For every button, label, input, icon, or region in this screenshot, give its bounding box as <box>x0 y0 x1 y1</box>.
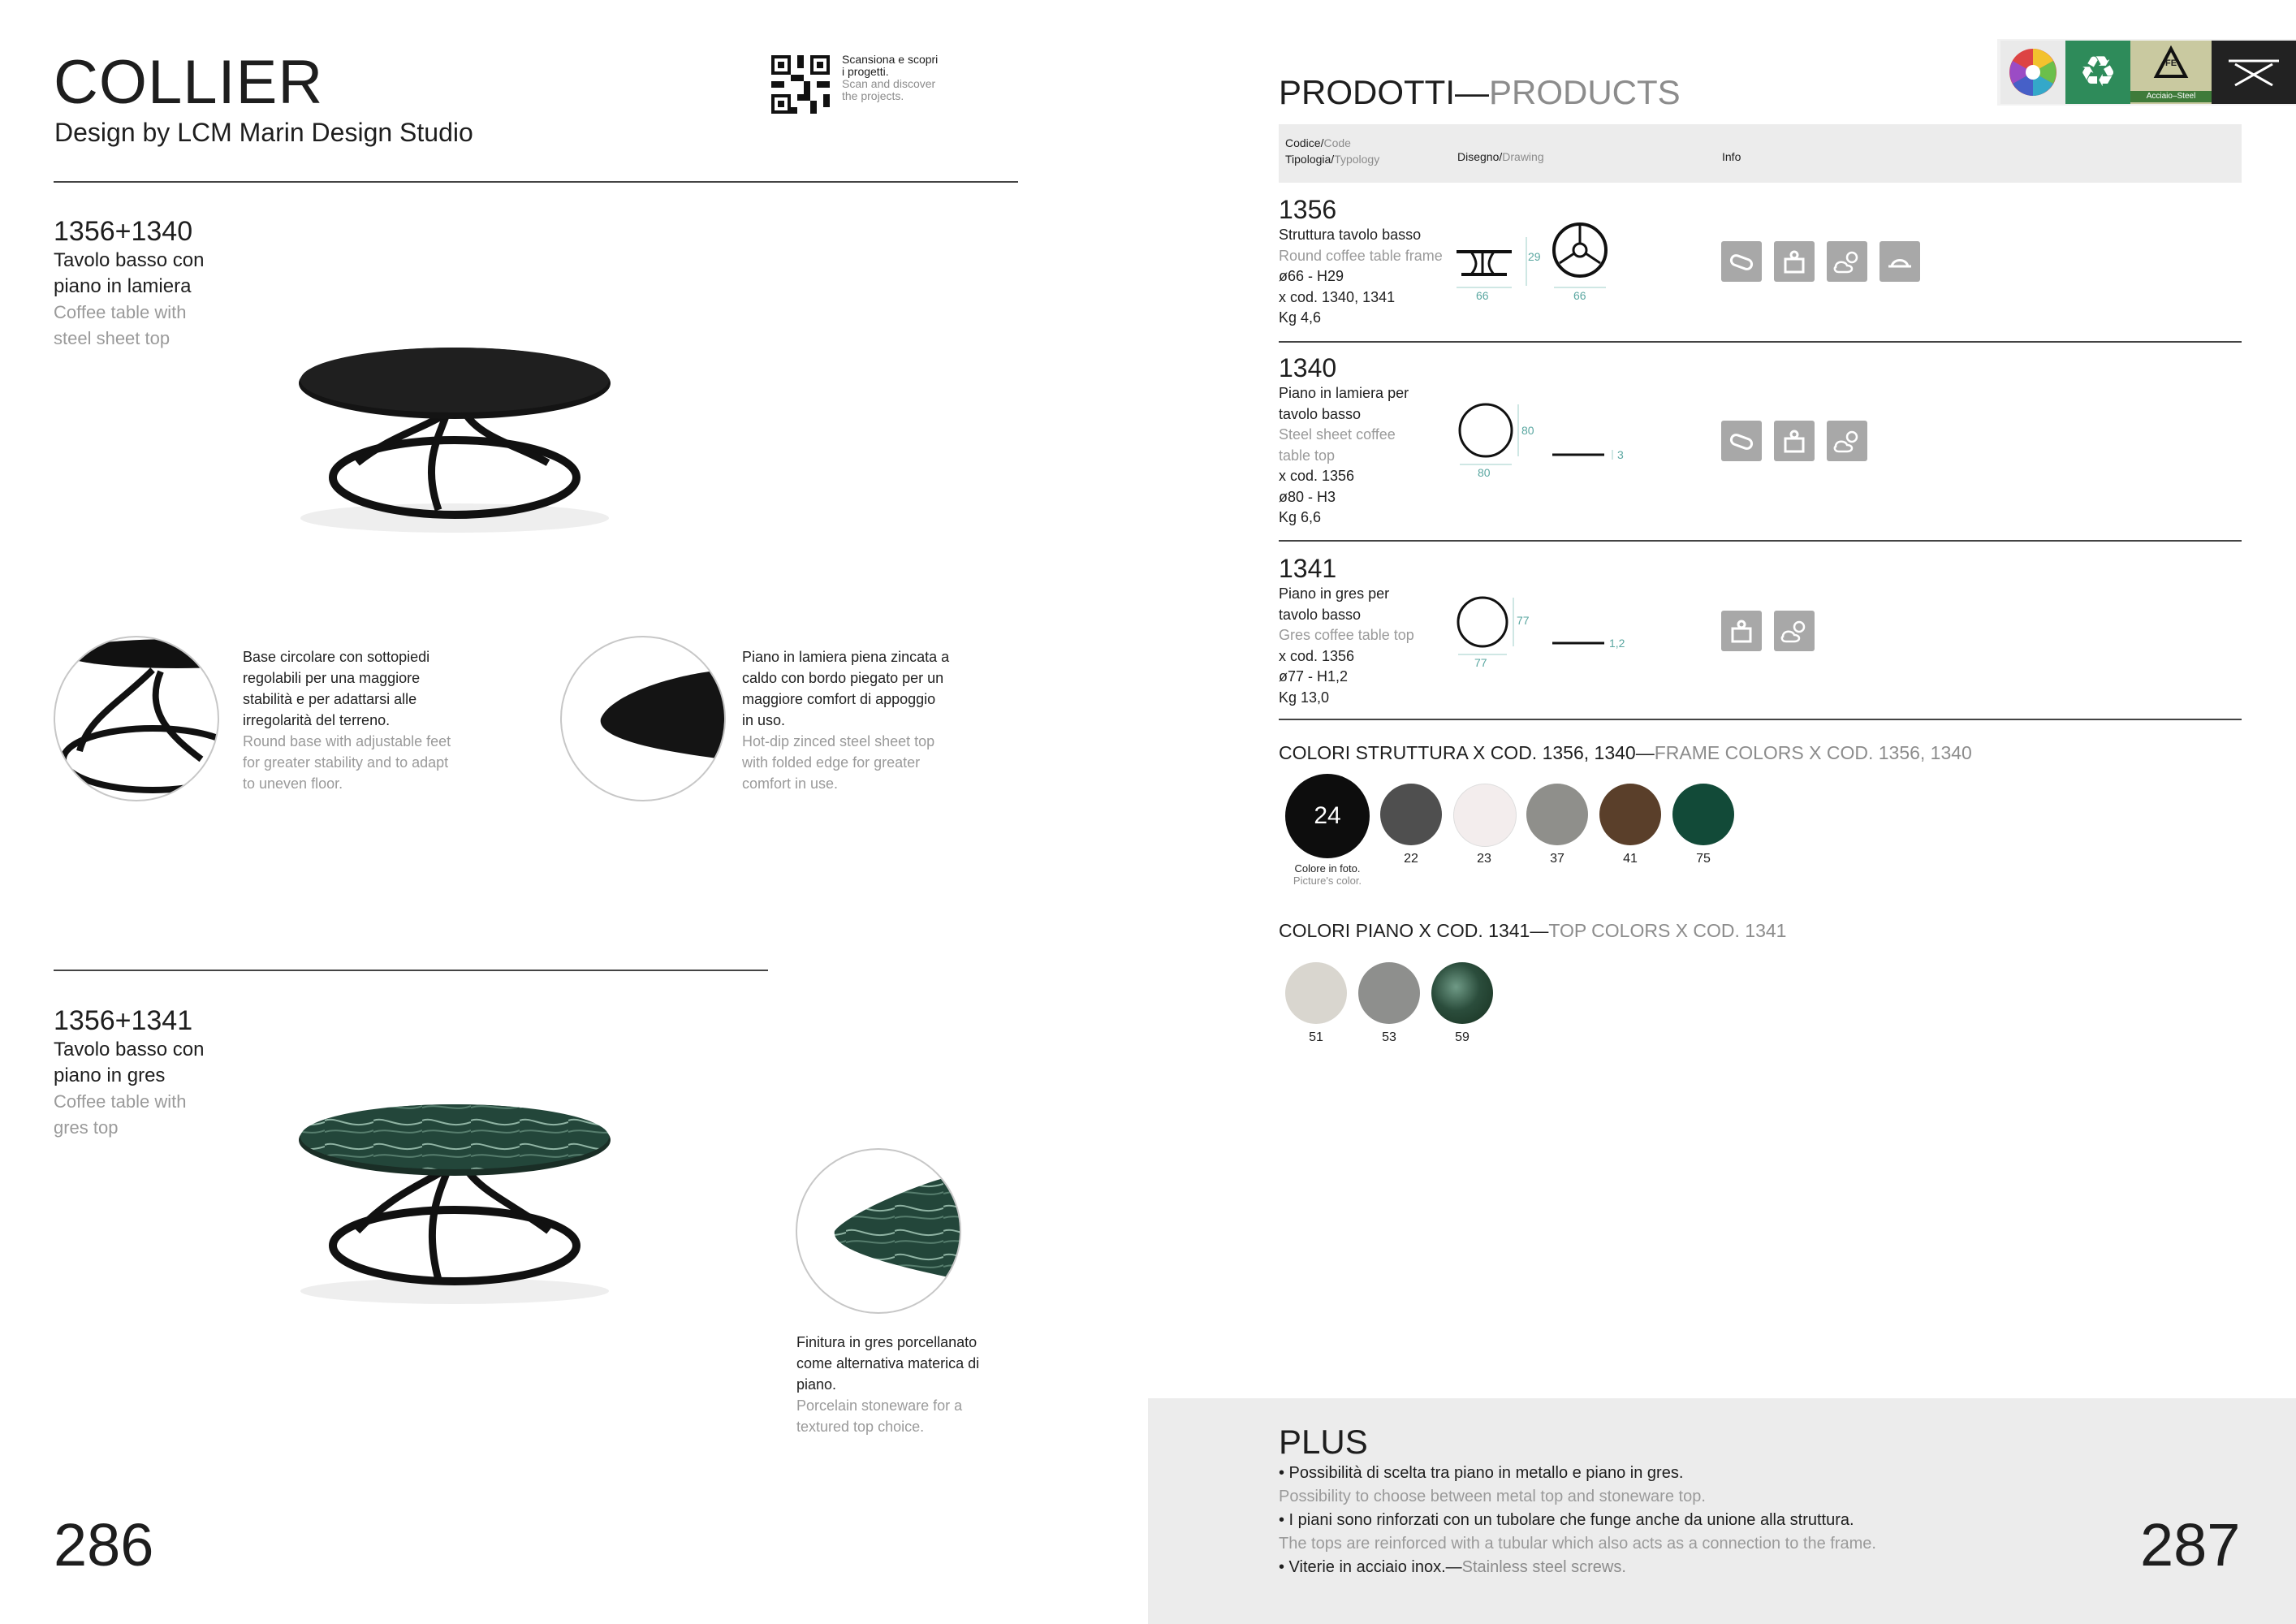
header-type-en: Typology <box>1334 153 1380 166</box>
divider <box>1279 719 2242 720</box>
product-line-en: Gres coffee table top <box>1279 627 1414 643</box>
weight-icon <box>1774 241 1815 282</box>
weight-icon <box>1774 421 1815 461</box>
combo1-description <box>54 216 204 352</box>
swatch-code: 59 <box>1455 1030 1470 1044</box>
product-line-en: table top <box>1279 447 1336 464</box>
dim-diameter: 66 <box>1573 289 1586 302</box>
drawing-1341 <box>1453 593 1648 682</box>
table-gres-top-image <box>276 1088 633 1307</box>
frame-colors-title <box>1279 742 1972 764</box>
steel-badge <box>2130 41 2212 104</box>
combo1-it: piano in lamiera <box>54 275 192 297</box>
detail1-it-line: regolabili per una maggiore <box>243 670 421 686</box>
qr-caption-it: i progetti. <box>842 65 889 78</box>
drawing-1340 <box>1453 398 1648 487</box>
product-line: x cod. 1356 <box>1279 468 1355 484</box>
detail1-it-line: irregolarità del terreno. <box>243 712 391 728</box>
gres-detail-image <box>796 1148 961 1314</box>
plus-title: PLUS <box>1279 1423 1368 1461</box>
feet-profile-icon <box>1880 241 1920 282</box>
weight-icon <box>1721 611 1762 651</box>
product-line: Piano in gres per <box>1279 585 1390 602</box>
qr-caption-it: Scansiona e scopri <box>842 53 939 66</box>
plus-bullet-en: The tops are reinforced with a tubular which also acts as a connection to the frame. <box>1279 1535 1876 1553</box>
dim-thickness: 3 <box>1617 448 1624 461</box>
combo1-it: Tavolo basso con <box>54 249 205 271</box>
divider <box>54 970 768 971</box>
dim-diameter: 77 <box>1517 614 1530 627</box>
plus-bullet-it: • Possibilità di scelta tra piano in metallo e piano in gres. <box>1279 1464 1684 1482</box>
dim-diameter: 80 <box>1521 424 1534 437</box>
swatch-code: 23 <box>1477 852 1491 866</box>
product-line-en: Round coffee table frame <box>1279 247 1443 264</box>
detail1-it-line: stabilità e per adattarsi alle <box>243 691 417 707</box>
photo-color-note <box>1278 862 1377 887</box>
header-code-typology <box>1285 135 1379 167</box>
divider <box>1279 341 2242 343</box>
header-info: Info <box>1722 150 1741 163</box>
plus-b3-sep: — <box>1445 1558 1462 1576</box>
detail3-text <box>796 1332 979 1437</box>
product-line-en: Steel sheet coffee <box>1279 426 1396 443</box>
swatch-code: 22 <box>1404 852 1418 866</box>
product-line: tavolo basso <box>1279 606 1362 623</box>
detail1-it-line: Base circolare con sottopiedi <box>243 649 430 665</box>
product-line: ø77 - H1,2 <box>1279 668 1349 685</box>
outdoor-weather-icon <box>1827 421 1867 461</box>
combo2-code: 1356+1341 <box>54 1005 193 1036</box>
plus-b3-it: • Viterie in acciaio inox. <box>1279 1558 1446 1576</box>
swatch-code: 51 <box>1309 1030 1323 1044</box>
combo1-code: 1356+1340 <box>54 216 193 247</box>
detail2-en-line: with folded edge for greater <box>742 754 921 771</box>
frame-color-swatch[interactable] <box>1380 784 1442 845</box>
product-line: Kg 4,6 <box>1279 309 1322 326</box>
product-line: Struttura tavolo basso <box>1279 227 1422 243</box>
fe-label: FE <box>2164 58 2177 68</box>
header-drawing-it: Disegno/ <box>1457 150 1503 163</box>
top-color-swatch[interactable] <box>1285 962 1347 1024</box>
product-row <box>1279 195 1443 329</box>
frame-color-swatch[interactable]: 24 <box>1285 774 1370 858</box>
detail2-text <box>742 646 949 794</box>
product-line: tavolo basso <box>1279 405 1362 422</box>
swatch-code: 41 <box>1623 852 1638 866</box>
product-line: ø66 - H29 <box>1279 268 1344 284</box>
qr-caption <box>842 54 938 102</box>
top-colors-title <box>1279 920 1786 942</box>
qr-caption-en: Scan and discover <box>842 77 936 90</box>
dim-width: 77 <box>1474 656 1487 669</box>
combo2-en: gres top <box>54 1117 119 1138</box>
swatch-code: 75 <box>1696 852 1711 866</box>
plus-bullet-it: • I piani sono rinforzati con un tubolare che funge anche da unione alla struttura. <box>1279 1511 1854 1529</box>
detail3-en-line: textured top choice. <box>796 1419 925 1435</box>
color-wheel-icon <box>2000 41 2065 104</box>
swatch-code: 37 <box>1550 852 1564 866</box>
recycle-icon: ♻ <box>2065 41 2130 104</box>
divider <box>1279 540 2242 542</box>
product-code: 1341 <box>1279 554 1337 583</box>
detail2-it-line: in uso. <box>742 712 786 728</box>
divider <box>54 181 1018 183</box>
qr-caption-en: the projects. <box>842 89 904 102</box>
steel-label <box>2130 91 2212 102</box>
product-line: x cod. 1340, 1341 <box>1279 288 1396 305</box>
detail3-it-line: come alternativa materica di <box>796 1355 980 1371</box>
plus-b3-en: Stainless steel screws. <box>1461 1558 1626 1576</box>
dim-thickness: 1,2 <box>1609 637 1625 650</box>
top-color-swatch[interactable] <box>1431 962 1493 1024</box>
dim-height: 29 <box>1528 250 1541 263</box>
page-number-left: 286 <box>54 1511 154 1579</box>
product-line: Kg 13,0 <box>1279 689 1330 706</box>
steel-label-en: Steel <box>2177 92 2196 101</box>
combo2-it: Tavolo basso con <box>54 1039 205 1060</box>
frame-colors-title-sep: — <box>1635 742 1655 763</box>
top-edge-detail-image <box>560 636 726 801</box>
swatch-code: 53 <box>1382 1030 1396 1044</box>
top-color-swatch[interactable] <box>1358 962 1420 1024</box>
detail2-en-line: Hot-dip zinced steel sheet top <box>742 733 935 749</box>
combo2-en: Coffee table with <box>54 1091 187 1112</box>
products-title-en: PRODUCTS <box>1489 73 1681 111</box>
steel-label-it: Acciaio <box>2146 92 2173 101</box>
product-row <box>1279 554 1414 708</box>
top-colors-title-en: TOP COLORS X COD. 1341 <box>1548 920 1787 941</box>
plus-bullet-it <box>1279 1556 1876 1579</box>
combo1-en: Coffee table with <box>54 302 187 322</box>
outdoor-weather-icon <box>1827 241 1867 282</box>
photo-color-note-it: Colore in foto. <box>1294 862 1361 875</box>
product-code: 1356 <box>1279 195 1337 224</box>
header-code-it: Codice/ <box>1285 136 1324 149</box>
top-colors-title-sep: — <box>1530 920 1549 941</box>
frame-colors-title-it: COLORI STRUTTURA X COD. 1356, 1340 <box>1279 742 1636 763</box>
detail2-it-line: Piano in lamiera piena zincata a <box>742 649 950 665</box>
dim-width: 66 <box>1476 289 1489 302</box>
frame-colors-title-en: FRAME COLORS X COD. 1356, 1340 <box>1654 742 1972 763</box>
page-number-right: 287 <box>2140 1511 2241 1579</box>
designer-credit: Design by LCM Marin Design Studio <box>54 118 473 147</box>
detail2-it-line: caldo con bordo piegato per un <box>742 670 944 686</box>
header-drawing-en: Drawing <box>1502 150 1544 163</box>
header-drawing <box>1457 149 1544 165</box>
product-line: x cod. 1356 <box>1279 647 1355 664</box>
detail1-text <box>243 646 451 794</box>
detail3-it-line: piano. <box>796 1376 837 1393</box>
combo2-description <box>54 1005 204 1141</box>
plus-bullet-en: Possibility to choose between metal top and stoneware top. <box>1279 1488 1706 1505</box>
steel-label-sep: – <box>2172 92 2177 101</box>
base-detail-image <box>54 636 219 801</box>
qr-code[interactable] <box>771 55 830 114</box>
detail2-en-line: comfort in use. <box>742 775 839 792</box>
products-title <box>1279 73 1681 112</box>
product-line: ø80 - H3 <box>1279 488 1336 505</box>
detail1-en-line: to uneven floor. <box>243 775 343 792</box>
detail3-it-line: Finitura in gres porcellanato <box>796 1334 978 1350</box>
plus-content <box>1279 1423 1876 1579</box>
table-metal-top-image <box>276 341 633 536</box>
adjustable-feet-icon <box>1721 241 1762 282</box>
frame-color-swatch[interactable] <box>1599 784 1661 845</box>
outdoor-weather-icon <box>1774 611 1815 651</box>
detail3-en-line: Porcelain stoneware for a <box>796 1397 963 1414</box>
detail2-it-line: maggiore comfort di appoggio <box>742 691 936 707</box>
detail1-en-line: Round base with adjustable feet <box>243 733 451 749</box>
dim-width: 80 <box>1478 466 1491 479</box>
header-type-it: Tipologia/ <box>1285 153 1335 166</box>
product-line: Piano in lamiera per <box>1279 385 1409 401</box>
product-row <box>1279 353 1409 529</box>
products-title-it: PRODOTTI <box>1279 73 1455 111</box>
photo-color-note-en: Picture's color. <box>1293 875 1362 887</box>
brand-title: COLLIER <box>54 48 324 117</box>
product-code: 1340 <box>1279 353 1337 382</box>
drawing-1356 <box>1453 213 1648 302</box>
top-colors-title-it: COLORI PIANO X COD. 1341 <box>1279 920 1530 941</box>
header-code-en: Code <box>1323 136 1351 149</box>
combo1-en: steel sheet top <box>54 328 170 348</box>
combo2-it: piano in gres <box>54 1065 166 1086</box>
brand-logo-icon <box>2212 41 2296 104</box>
frame-color-swatch[interactable] <box>1453 784 1517 847</box>
detail1-en-line: for greater stability and to adapt <box>243 754 449 771</box>
product-line: Kg 6,6 <box>1279 509 1322 525</box>
table-header <box>1279 124 2242 183</box>
frame-color-swatch[interactable] <box>1672 784 1734 845</box>
frame-color-swatch[interactable] <box>1526 784 1588 845</box>
adjustable-feet-icon <box>1721 421 1762 461</box>
products-title-sep: — <box>1455 73 1489 111</box>
